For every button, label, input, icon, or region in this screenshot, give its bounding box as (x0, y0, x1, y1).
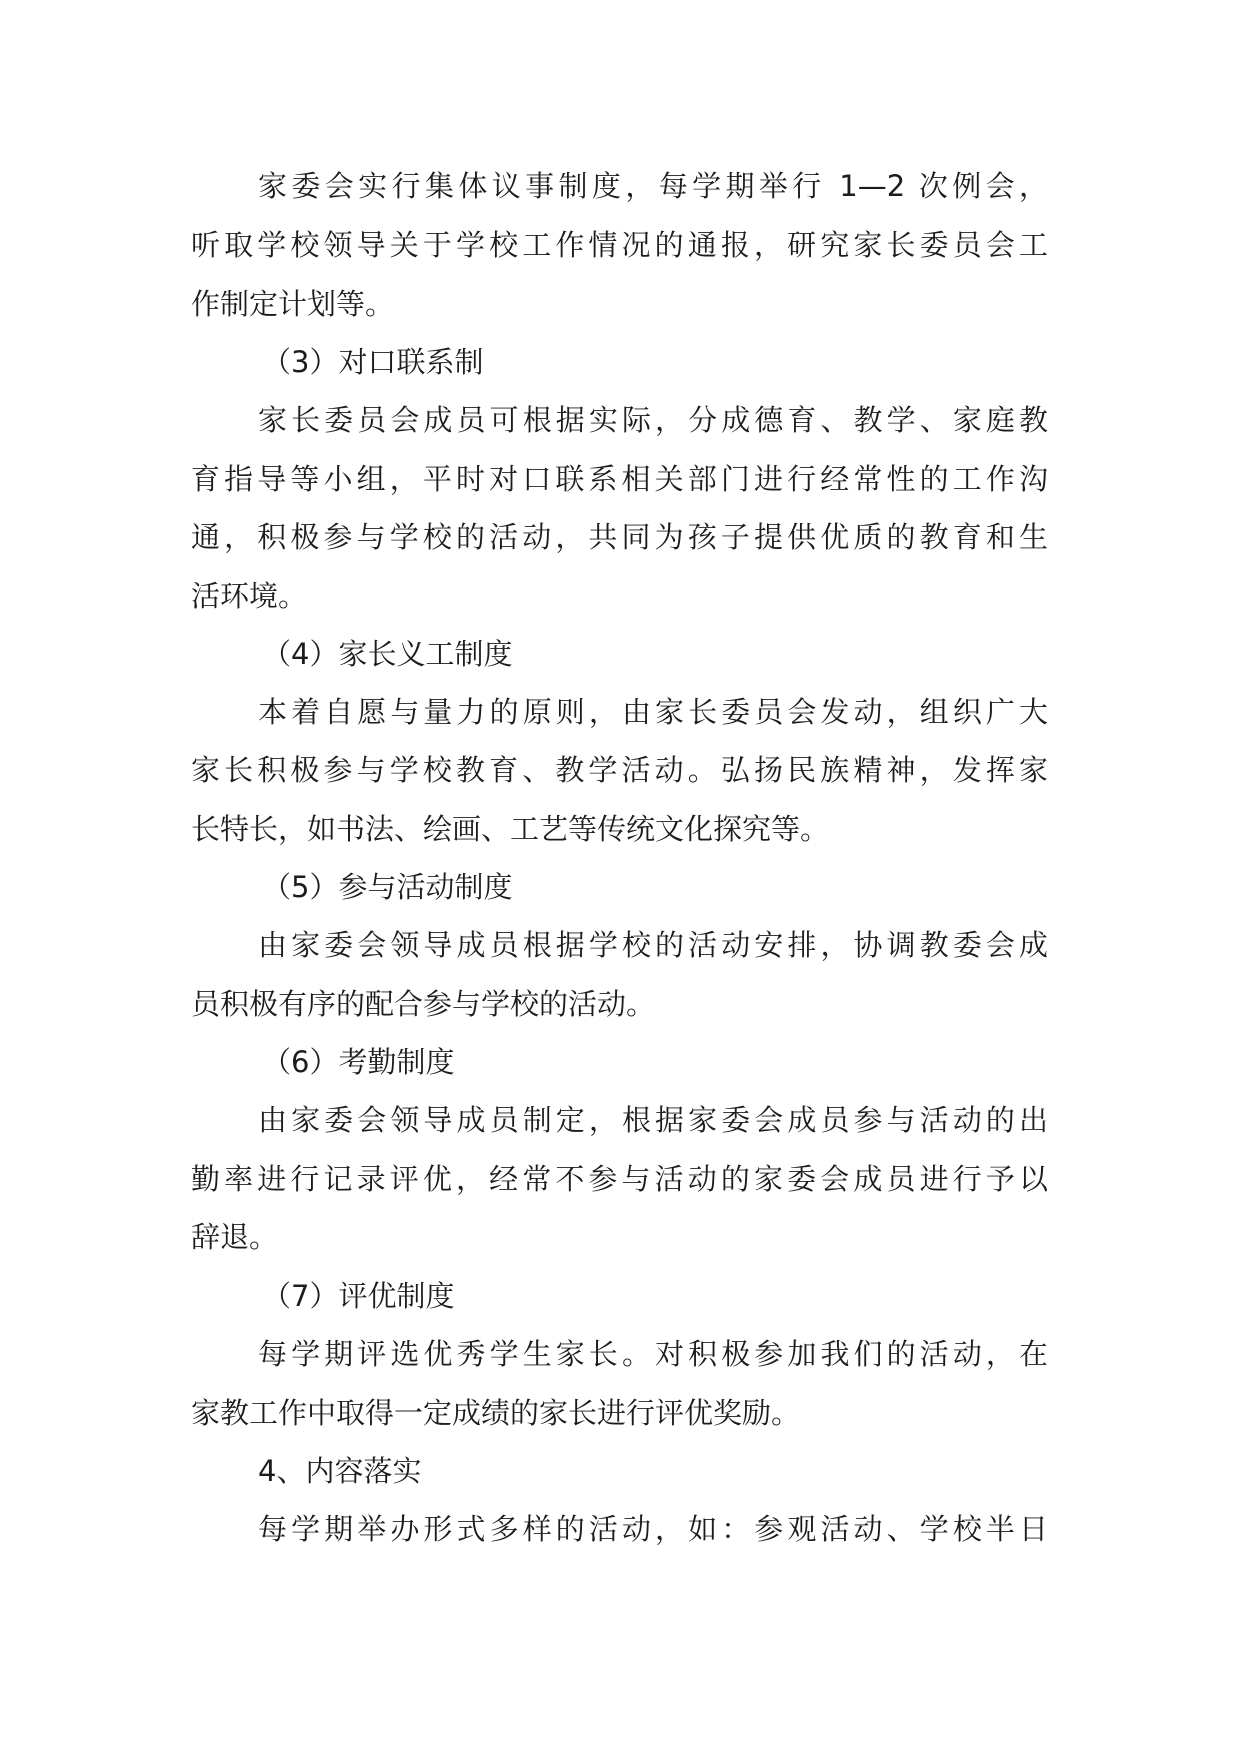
section-heading-content: 4、内容落实 (258, 1454, 422, 1488)
text-line-2: 听取学校领导关于学校工作情况的通报，研究家长委员会工 (191, 228, 1048, 262)
text-line-8: 活环境。 (191, 579, 308, 613)
section-heading-3: （3）对口联系制 (262, 345, 484, 379)
section-heading-6: （6）考勤制度 (262, 1045, 455, 1079)
text-line-18: 勤率进行记录评优，经常不参与活动的家委会成员进行予以 (191, 1162, 1048, 1196)
text-line-22: 家教工作中取得一定成绩的家长进行评优奖励。 (191, 1396, 801, 1430)
text-line-1: 家委会实行集体议事制度，每学期举行 1—2 次例会， (258, 169, 1048, 203)
text-line-19: 辞退。 (191, 1220, 279, 1254)
text-line-3: 作制定计划等。 (191, 287, 395, 321)
section-heading-7: （7）评优制度 (262, 1279, 455, 1313)
text-line-21: 每学期评选优秀学生家长。对积极参加我们的活动，在 (258, 1337, 1048, 1371)
text-line-10: 本着自愿与量力的原则，由家长委员会发动，组织广大 (258, 695, 1048, 729)
text-line-12: 长特长，如书法、绘画、工艺等传统文化探究等。 (191, 812, 830, 846)
text-line-17: 由家委会领导成员制定，根据家委会成员参与活动的出 (258, 1103, 1048, 1137)
text-line-24: 每学期举办形式多样的活动，如：参观活动、学校半日 (258, 1512, 1048, 1546)
text-line-15: 员积极有序的配合参与学校的活动。 (191, 987, 656, 1021)
text-line-7: 通，积极参与学校的活动，共同为孩子提供优质的教育和生 (191, 520, 1048, 554)
text-line-5: 家长委员会成员可根据实际，分成德育、教学、家庭教 (258, 403, 1048, 437)
section-heading-4: （4）家长义工制度 (262, 637, 513, 671)
text-line-11: 家长积极参与学校教育、教学活动。弘扬民族精神，发挥家 (191, 753, 1048, 787)
section-heading-5: （5）参与活动制度 (262, 870, 513, 904)
text-line-6: 育指导等小组，平时对口联系相关部门进行经常性的工作沟 (191, 462, 1048, 496)
text-line-14: 由家委会领导成员根据学校的活动安排，协调教委会成 (258, 928, 1048, 962)
